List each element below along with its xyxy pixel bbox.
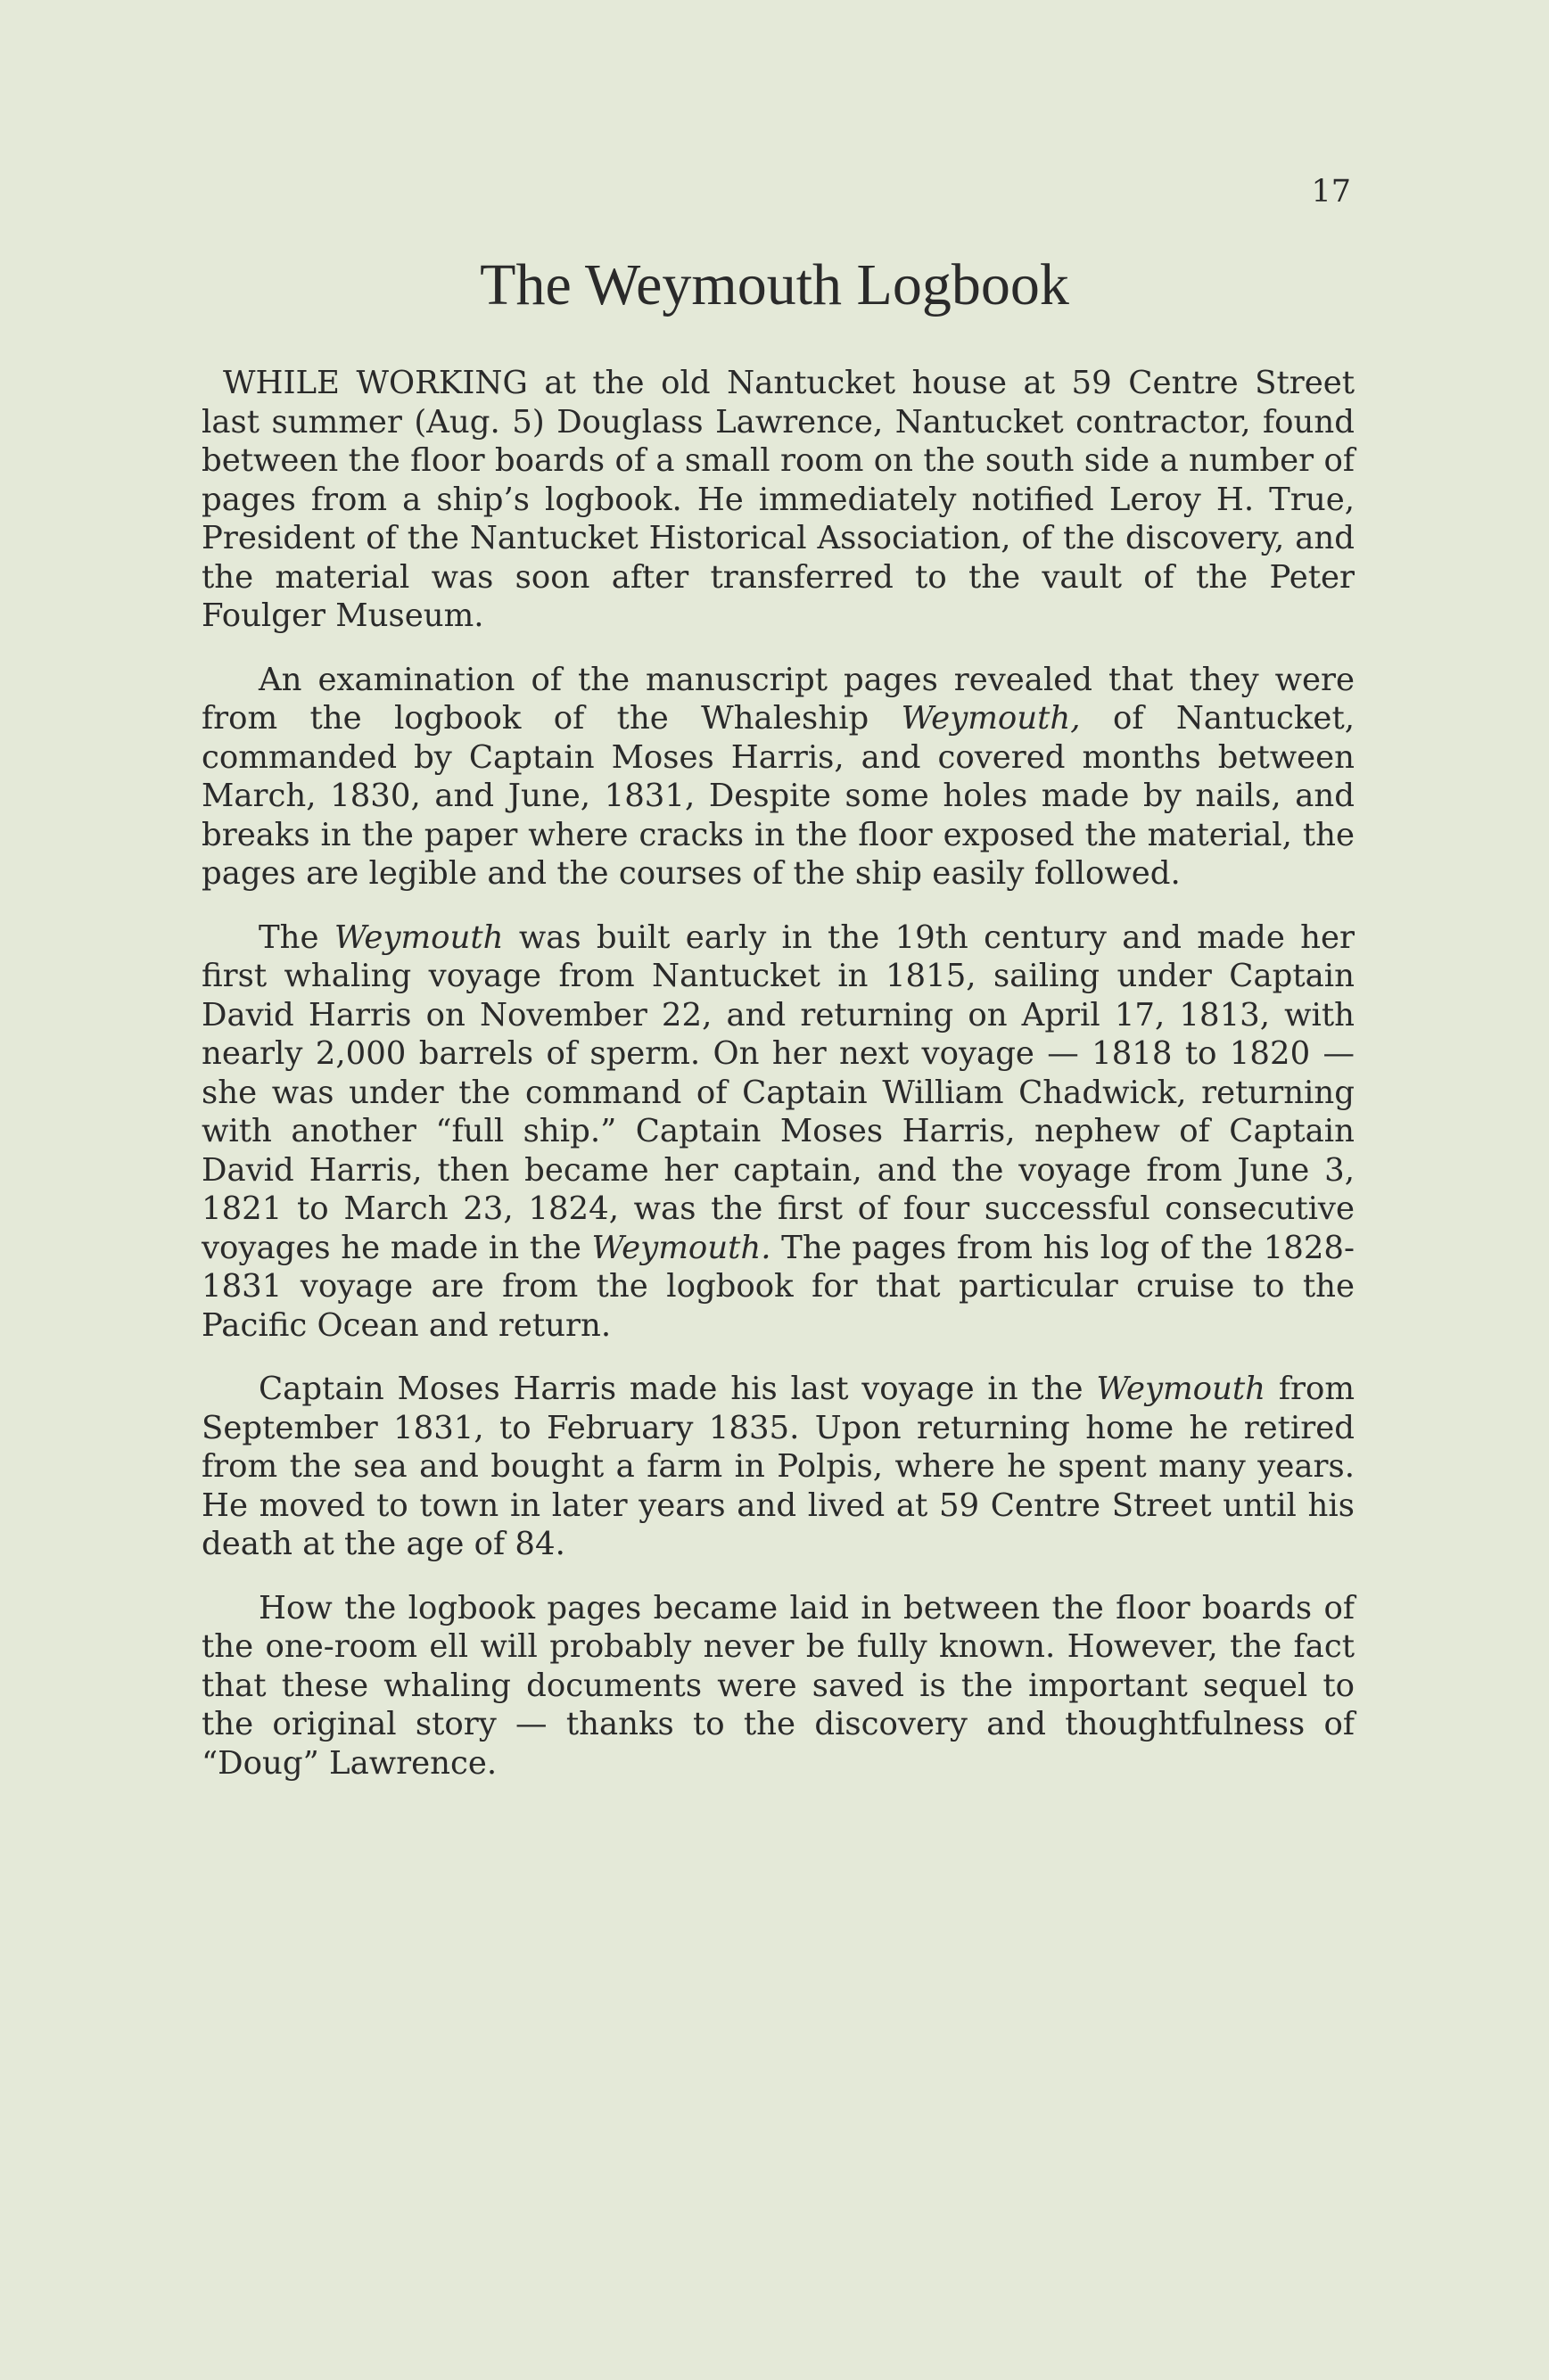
text-run: Captain Moses Harris made his last voyage in the: [259, 1371, 1097, 1407]
article-body: [202, 364, 1355, 1808]
paragraph: [202, 918, 1355, 1346]
text-run: How the logbook pages became laid in between the floor boards of the one-room ell will probably never be fully known. However, the fact that these whaling documents were saved is the important sequel to the original story — thanks to the discovery and thoughtfulness of “Doug” Lawrence.: [202, 1589, 1355, 1782]
text-run: WHILE WORKING at the old Nantucket house at 59 Centre Street last summer (Aug. 5) Douglass Lawrence, Nantucket contractor, found between the floor boards of a small room on the south side a number of pages from a ship’s logbook. He immediately notified Leroy H. True, President of the Nantucket Historical Association, of the discovery, and the material was soon after transferred to the vault of the Peter Foulger Museum.: [202, 365, 1355, 634]
ship-name-italic: Weymouth.: [591, 1229, 771, 1266]
ship-name-italic: Weymouth: [1096, 1371, 1266, 1407]
ship-name-italic: Weymouth: [334, 918, 504, 956]
article-title: The Weymouth Logbook: [480, 252, 1069, 317]
paragraph: [202, 661, 1355, 894]
paragraph: [202, 1370, 1355, 1564]
ship-name-italic: Weymouth,: [901, 700, 1081, 737]
text-run: from September 1831, to February 1835. Upon returning home he retired from the sea and bought a farm in Polpis, where he spent many years. He moved to town in later years and lived at 59 Centre Street until his death at the age of 84.: [202, 1371, 1355, 1562]
text-run: The: [259, 918, 334, 956]
text-run: The pages from his log of the 1828-1831 voyage are from the logbook for that particular cruise to the Pacific Ocean and return.: [202, 1229, 1355, 1344]
text-run: was built early in the 19th century and made her first whaling voyage from Nantucket in 1815, sailing under Captain David Harris on November 22, and returning on April 17, 1813, with nearly 2,000 barrels of sperm. On her next voyage — 1818 to 1820 — she was under the command of Captain William Chadwick, returning with another “full ship.” Captain Moses Harris, nephew of Captain David Harris, then became her captain, and the voyage from June 3, 1821 to March 23, 1824, was the first of four successful consecutive voyages he made in the: [202, 918, 1355, 1266]
paragraph: [202, 364, 1355, 636]
text-run: of Nantucket, commanded by Captain Moses Harris, and covered months between March, 1830, and June, 1831, Despite some holes made by nails, and breaks in the paper where cracks in the floor exposed the material, the pages are legible and the courses of the ship easily followed.: [202, 700, 1355, 892]
page-number: 17: [1311, 174, 1351, 210]
paragraph: [202, 1589, 1355, 1783]
text-run: An examination of the manuscript pages revealed that they were from the logbook of the Whaleship: [202, 661, 1355, 737]
